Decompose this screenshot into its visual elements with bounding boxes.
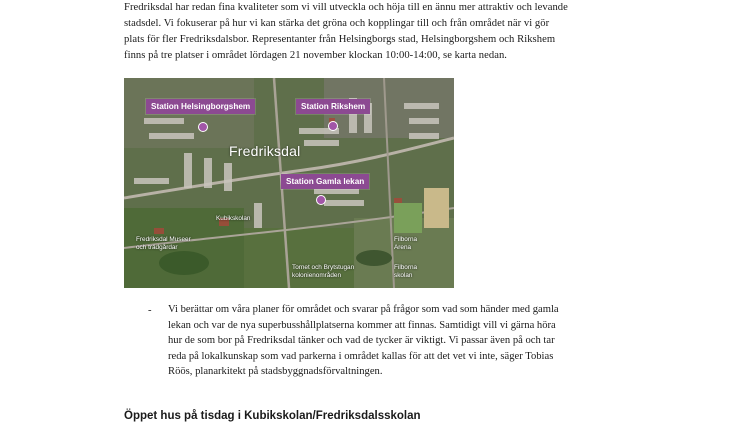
aerial-map <box>124 78 454 288</box>
bullet-marker: - <box>148 305 152 316</box>
bullet-line: lekan och var de nya superbusshållplatserna kommer att finnas. Samtidigt vill vi gärna höra <box>168 319 556 331</box>
intro-line: finns på tre platser i området lördagen 21 november klockan 10:00-14:00, se karta nedan. <box>124 50 508 61</box>
station-rikshem-label: Station Rikshem <box>296 99 370 114</box>
place-fredriksdal-museer: Fredriksdal Museer och trädgårdar <box>136 236 191 251</box>
station-gamla-lekan-label: Station Gamla lekan <box>281 174 369 189</box>
intro-line: Fredriksdal har redan fina kvaliteter som vi vill utveckla och höja till en ännu mer attraktiv och levande <box>124 2 568 13</box>
intro-line: stadsdel. Vi fokuserar på hur vi kan stärka det gröna och kopplingar till och från området när vi gör <box>124 18 550 29</box>
intro-line: plats för fler Fredriksdalsbor. Representanter från Helsingborgs stad, Helsingborgshem och Rikshem <box>124 34 556 45</box>
bullet-line: hur de som bor på Fredriksdal tänker och vad de tycker är viktigt. Vi passar även på och tar <box>168 335 555 346</box>
intro-paragraph <box>124 0 654 64</box>
place-tornet-brytstugan: Tornet och Brytstugan kolonienområden <box>292 264 355 279</box>
station-rikshem-marker <box>328 121 338 131</box>
section-heading: Öppet hus på tisdag i Kubikskolan/Fredriksdalsskolan <box>124 410 421 422</box>
bullet-paragraph <box>168 302 648 380</box>
bullet-line: reda på lokalkunskap som vad parkerna i området kallas för att det vet vi inte, säger Tobias <box>168 350 554 362</box>
place-filborna-skolan: Filborna skolan <box>394 264 418 279</box>
bullet-line: Röös, planarkitekt på stadsbyggnadsförvaltningen. <box>168 366 383 377</box>
station-helsingborgshem-label: Station Helsingborgshem <box>146 99 255 114</box>
station-helsingborgshem-marker <box>198 122 208 132</box>
station-gamla-lekan-marker <box>316 195 326 205</box>
bullet-line: Vi berättar om våra planer för området och svarar på frågor som vad som händer med gamla <box>168 304 559 315</box>
place-kubikskolan: Kubikskolan <box>216 215 251 222</box>
area-label-fredriksdal: Fredriksdal <box>229 143 301 159</box>
place-filborna-arena: Filborna Arena <box>394 236 418 251</box>
